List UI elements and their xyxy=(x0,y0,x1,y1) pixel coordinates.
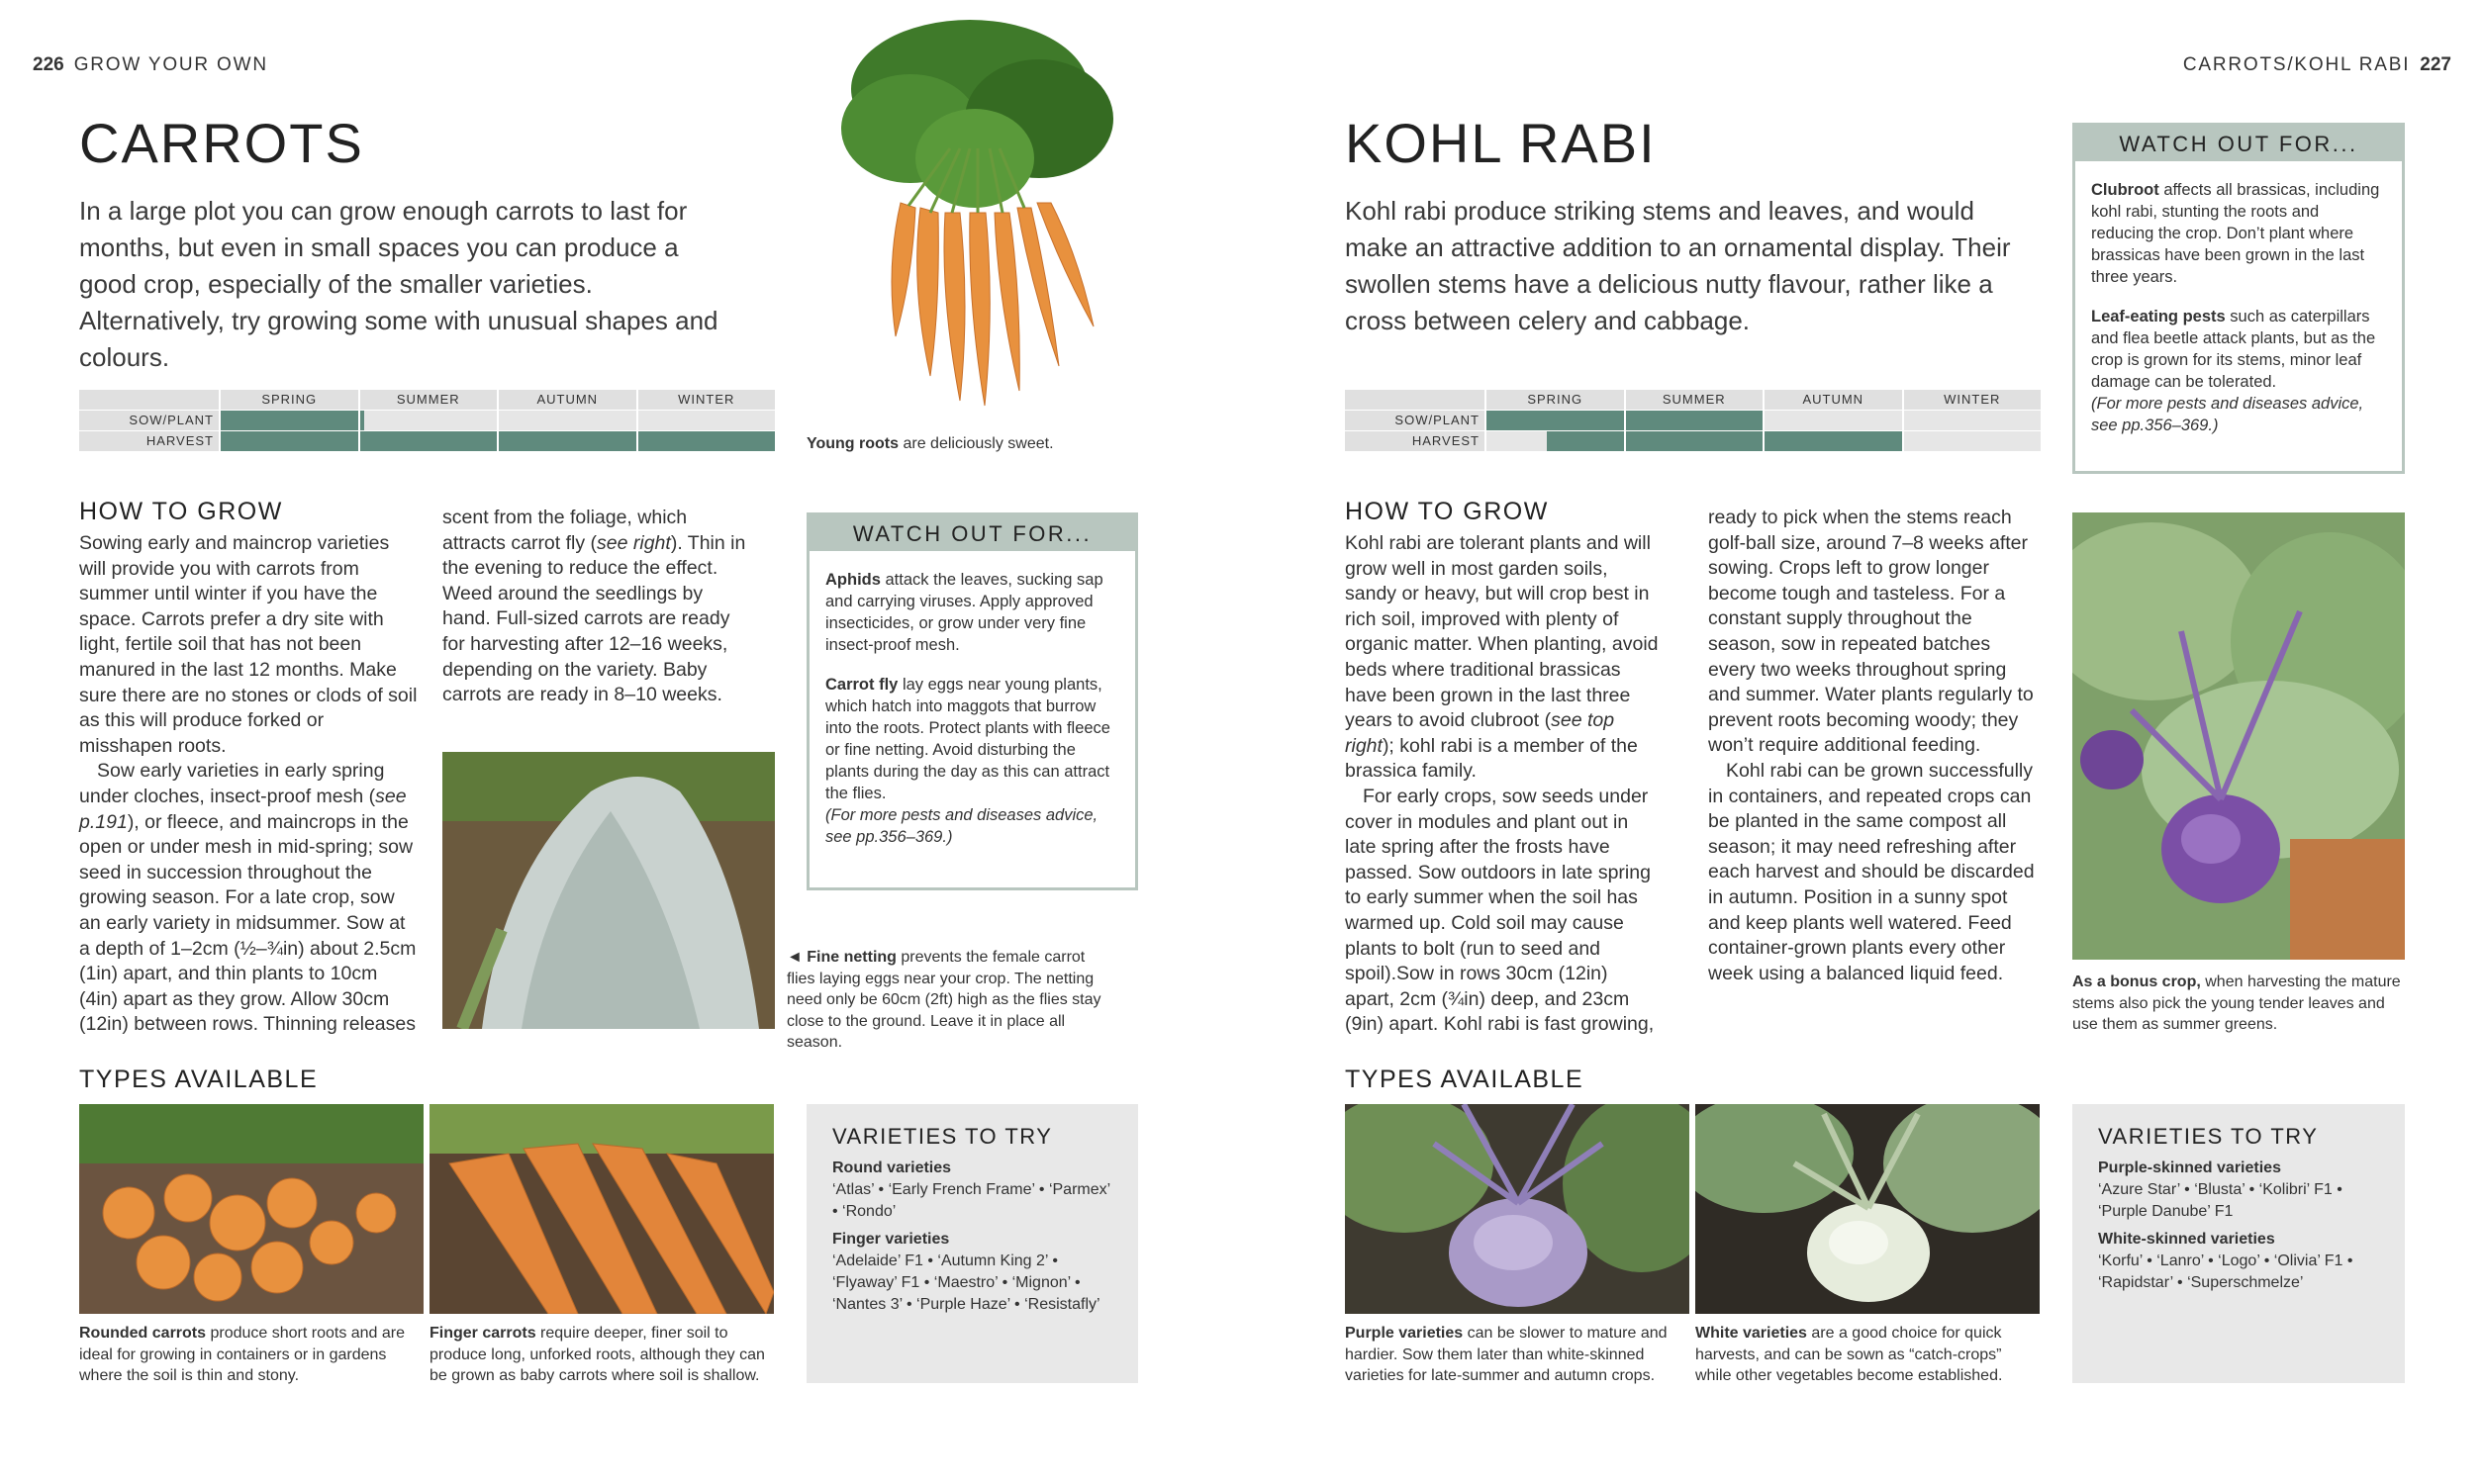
types-heading-kohl-rabi: TYPES AVAILABLE xyxy=(1345,1066,1584,1093)
pest-advice-note: (For more pests and diseases advice, see pp.356–369.) xyxy=(825,806,1099,846)
calendar-season-autumn: AUTUMN xyxy=(498,390,637,410)
how-to-grow-col1-carrots: Sowing early and maincrop varieties will provide you with carrots from summer until winter if you have the space. Carrots prefer a dry site with light, fertile soil that has not been manured in the last 12 months. Make sure there are no stones or clods of soil as this will produce forked or misshapen roots. Sow early varieties in early spring under cloches, insect-proof mesh (see p.191), or fleece, and maincrops in the open or under mesh in mid-spring; sow seed in succession throughout the growing season. For a late crop, sow an early variety in midsummer. Sow at a depth of 1–2cm (½–¾in) about 2.5cm (1in) apart, and thin plants to 10cm (4in) apart as they grow. Allow 30cm (12in) between rows. Thinning releases xyxy=(79,532,418,1036)
intro-carrots: In a large plot you can grow enough carrots to last for months, but even in small spaces you can produce a good crop, especially of the smaller varieties. Alternatively, try growing some with unusual shapes and colours. xyxy=(79,196,718,372)
running-header-right xyxy=(2183,54,2451,76)
season-calendar-carrots xyxy=(79,390,776,451)
kohl-rabi-plant-image xyxy=(2072,512,2405,960)
page-number-left: 226 xyxy=(33,54,64,75)
variety-group-name: Round varieties xyxy=(832,1159,952,1176)
watch-out-heading: WATCH OUT FOR... xyxy=(2075,126,2402,161)
variety-group-list: ‘Azure Star’ • ‘Blusta’ • ‘Kolibri’ F1 • ‘Purple Danube’ F1 xyxy=(2098,1181,2342,1220)
running-header-left xyxy=(33,54,268,76)
calendar-divider xyxy=(636,390,638,451)
calendar-divider xyxy=(1484,390,1486,451)
calendar-divider xyxy=(1763,390,1765,451)
rounded-carrots-image xyxy=(79,1104,424,1314)
calendar-season-spring: SPRING xyxy=(1485,390,1625,410)
variety-group-name: White-skinned varieties xyxy=(2098,1231,2275,1248)
variety-group-list: ‘Korfu’ • ‘Lanro’ • ‘Logo’ • ‘Olivia’ F1 • ‘Rapidstar’ • ‘Superschmelze’ xyxy=(2098,1252,2353,1291)
pest-leaf-eating: Leaf-eating pests such as caterpillars and flea beetle attack plants, but as the crop is grown for its stems, minor leaf damage can be tolerated. xyxy=(2091,308,2376,391)
calendar-season-spring: SPRING xyxy=(220,390,359,410)
hero-carrot-bunch-image xyxy=(802,10,1148,425)
calendar-divider xyxy=(358,390,360,451)
calendar-season-winter: WINTER xyxy=(637,390,777,410)
calendar-divider xyxy=(1624,390,1626,451)
season-calendar-kohl-rabi xyxy=(1345,390,2042,451)
calendar-season-summer: SUMMER xyxy=(359,390,499,410)
calendar-divider xyxy=(219,390,221,451)
calendar-season-autumn: AUTUMN xyxy=(1764,390,1903,410)
how-to-grow-col2-kohl-rabi: ready to pick when the stems reach golf-ball size, around 7–8 weeks after sowing. Crops left to grow longer become tough and tasteless. For a constant supply throughout the season, sow in repeated batches every two weeks throughout spring and summer. Water plants regularly to prevent roots becoming woody; they won’t require additional feeding. Kohl rabi can be grown successfully in containers, and repeated crops can be planted in the same compost all season; it may need refreshing after each harvest and should be discarded in autumn. Position in a sunny spot and keep plants well watered. Feed container-grown plants every other week using a balanced liquid feed. xyxy=(1708,507,2035,984)
finger-carrots-caption: Finger carrots require deeper, finer soil to produce long, unforked roots, although they can be grown as baby carrots where soil is shallow. xyxy=(430,1325,765,1384)
how-to-grow-heading-carrots: HOW TO GROW xyxy=(79,498,283,525)
white-varieties-caption: White varieties are a good choice for quick harvests, and can be sown as “catch-crops” while other vegetables become established. xyxy=(1695,1325,2003,1384)
page-title-kohl-rabi: KOHL RABI xyxy=(1345,112,1657,174)
kohl-rabi-photo-caption: As a bonus crop, when harvesting the mature stems also pick the young tender leaves and use them as summer greens. xyxy=(2072,974,2401,1033)
variety-group-name: Purple-skinned varieties xyxy=(2098,1159,2281,1176)
calendar-bar-sow-plant xyxy=(220,411,364,430)
pest-clubroot: Clubroot affects all brassicas, including kohl rabi, stunting the roots and reducing the crop. Don’t plant where brassicas have been grown in the last three years. xyxy=(2091,181,2380,286)
calendar-corner xyxy=(79,390,220,410)
calendar-divider xyxy=(1902,390,1904,451)
pest-aphids: Aphids attack the leaves, sucking sap and carrying viruses. Apply approved insecticides, or grow under very fine insect-proof mesh. xyxy=(825,571,1103,654)
how-to-grow-col1-kohl-rabi: Kohl rabi are tolerant plants and will grow well in most garden soils, sandy or heavy, but will crop best in rich soil, improved with plenty of organic matter. When planting, avoid beds where traditional brassicas have been grown in the last three years to avoid clubroot (see top right); kohl rabi is a member of the brassica family. For early crops, sow seeds under cover in modules and plant out in late spring after the frosts have passed. Sow outdoors in late spring to early summer when the soil has warmed up. Cold soil may cause plants to bolt (run to seed and spoil).Sow in rows 30cm (12in) apart, 2cm (¾in) deep, and 23cm (9in) apart. Kohl rabi is fast growing, xyxy=(1345,532,1659,1036)
calendar-divider xyxy=(775,390,777,451)
finger-carrots-image xyxy=(430,1104,774,1314)
calendar-season-summer: SUMMER xyxy=(1625,390,1765,410)
varieties-heading: VARIETIES TO TRY xyxy=(832,1124,1053,1149)
watch-out-heading: WATCH OUT FOR... xyxy=(810,515,1135,551)
white-kohl-rabi-image xyxy=(1695,1104,2040,1314)
netting-caption: ◄ Fine netting prevents the female carrot flies laying eggs near your crop. The netting need only be 60cm (2ft) high as the flies stay close to the ground. Leave it in place all season. xyxy=(787,949,1101,1051)
varieties-heading: VARIETIES TO TRY xyxy=(2098,1124,2319,1149)
purple-kohl-rabi-image xyxy=(1345,1104,1689,1314)
calendar-divider xyxy=(497,390,499,451)
variety-group-name: Finger varieties xyxy=(832,1231,950,1248)
purple-varieties-caption: Purple varieties can be slower to mature and hardier. Sow them later than white-skinned varieties for late-summer and autumn crops. xyxy=(1345,1325,1668,1384)
how-to-grow-heading-kohl-rabi: HOW TO GROW xyxy=(1345,498,1549,525)
calendar-row-label: HARVEST xyxy=(1345,431,1485,451)
section-name-right: CARROTS/KOHL RABI xyxy=(2182,54,2411,75)
varieties-box-kohl-rabi xyxy=(2072,1104,2405,1383)
section-name-left: GROW YOUR OWN xyxy=(73,54,268,75)
pest-advice-note: (For more pests and diseases advice, see pp.356–369.) xyxy=(2091,395,2364,434)
variety-group-list: ‘Adelaide’ F1 • ‘Autumn King 2’ • ‘Flyaway’ F1 • ‘Maestro’ • ‘Mignon’ • ‘Nantes 3’ • ‘Purple Haze’ • ‘Resistafly’ xyxy=(832,1252,1100,1313)
page-number-right: 227 xyxy=(2420,54,2451,75)
watch-out-box-kohl-rabi xyxy=(2072,123,2405,474)
calendar-row-label: SOW/PLANT xyxy=(1345,411,1485,430)
calendar-row-label: SOW/PLANT xyxy=(79,411,220,430)
types-heading-carrots: TYPES AVAILABLE xyxy=(79,1066,319,1093)
fine-netting-image xyxy=(442,752,775,1029)
calendar-bar-harvest xyxy=(1547,431,1903,451)
pest-carrot-fly: Carrot fly lay eggs near young plants, which hatch into maggots that burrow into the roots. Protect plants with fleece or fine netting. Avoid disturbing the plants during the day as this can attract the flies. xyxy=(825,676,1110,802)
page-title-carrots: CARROTS xyxy=(79,112,364,174)
variety-group-list: ‘Atlas’ • ‘Early French Frame’ • ‘Parmex’ • ‘Rondo’ xyxy=(832,1181,1110,1220)
calendar-season-winter: WINTER xyxy=(1903,390,2043,410)
rounded-carrots-caption: Rounded carrots produce short roots and are ideal for growing in containers or in gardens where the soil is thin and stony. xyxy=(79,1325,406,1384)
calendar-divider xyxy=(2041,390,2043,451)
how-to-grow-col2-carrots: scent from the foliage, which attracts carrot fly (see right). Thin in the evening to reduce the effect. Weed around the seedlings by hand. Full-sized carrots are ready for harvesting after 12–16 weeks, depending on the variety. Baby carrots are ready in 8–10 weeks. xyxy=(442,507,746,706)
watch-out-box-carrots xyxy=(807,512,1138,890)
varieties-box-carrots xyxy=(807,1104,1138,1383)
intro-kohl-rabi: Kohl rabi produce striking stems and leaves, and would make an attractive addition to an ornamental display. Their swollen stems have a delicious nutty flavour, rather like a cross between celery and cabbage. xyxy=(1345,196,2011,335)
calendar-corner xyxy=(1345,390,1485,410)
hero-caption: Young roots are deliciously sweet. xyxy=(807,435,1054,452)
calendar-row-label: HARVEST xyxy=(79,431,220,451)
